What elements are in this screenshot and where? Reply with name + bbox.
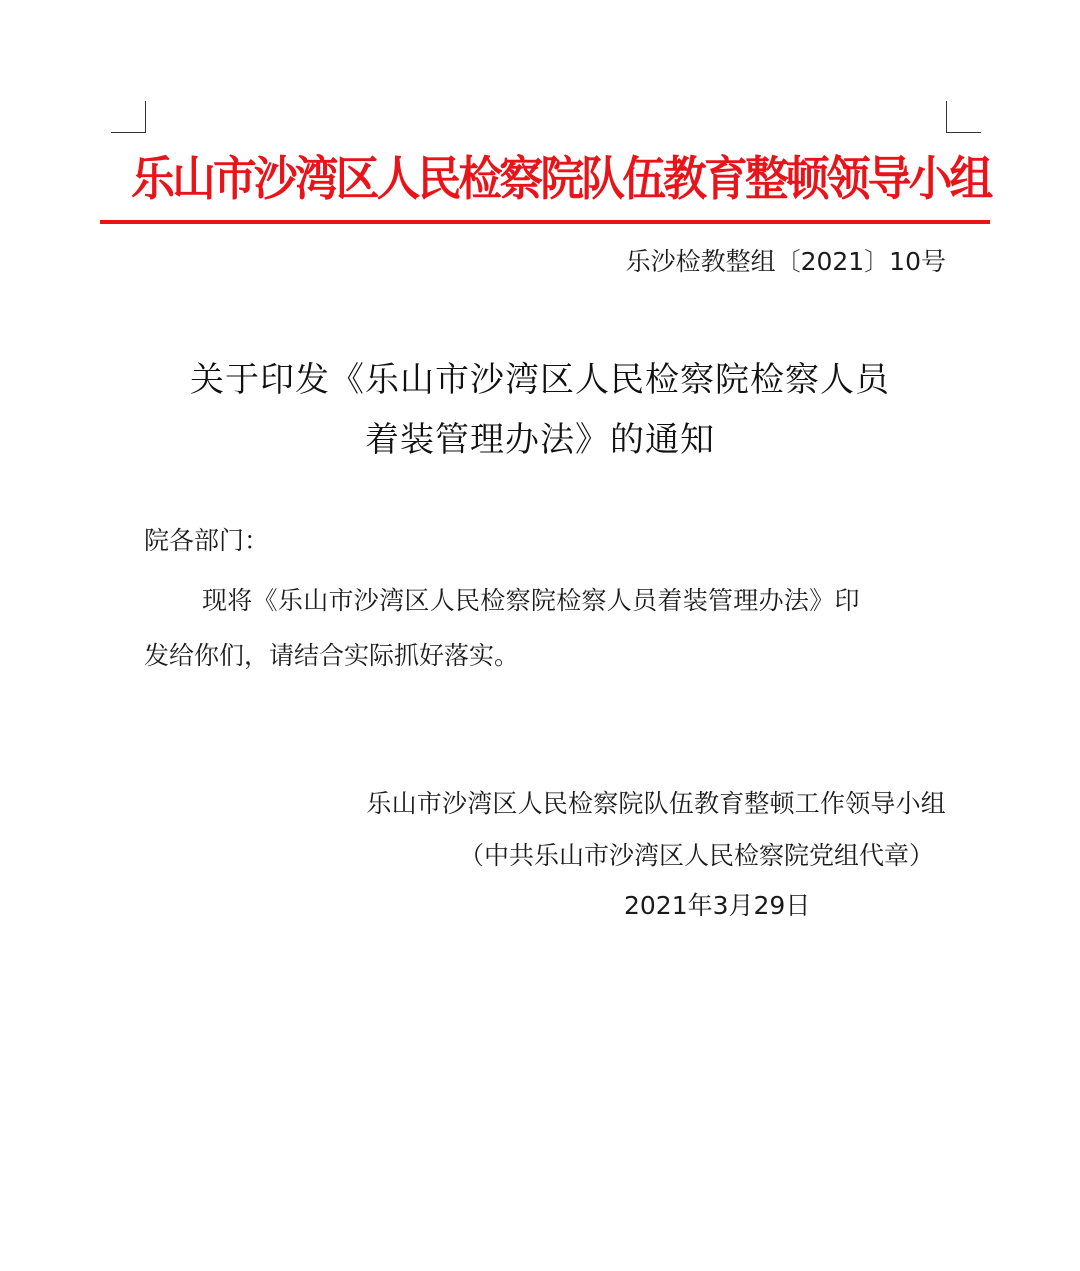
body-line-2: 发给你们，请结合实际抓好落实。 xyxy=(144,641,520,670)
document-title-line-2: 着装管理办法》的通知 xyxy=(365,420,715,460)
signature-date: 2021年3月29日 xyxy=(624,891,811,920)
salutation: 院各部门： xyxy=(144,526,270,555)
crop-mark-top-right xyxy=(946,101,981,133)
signature-seal-note: （中共乐山市沙湾区人民检察院党组代章） xyxy=(458,841,934,870)
red-separator-line xyxy=(100,220,990,224)
body-line-1: 现将《乐山市沙湾区人民检察院检察人员着装管理办法》印 xyxy=(202,586,860,615)
document-title xyxy=(90,350,990,470)
red-header-organization: 乐山市沙湾区人民检察院队伍教育整顿领导小组 xyxy=(131,152,991,207)
signature-organization: 乐山市沙湾区人民检察院队伍教育整顿工作领导小组 xyxy=(366,789,946,818)
crop-mark-top-left xyxy=(111,101,146,133)
document-title-line-1: 关于印发《乐山市沙湾区人民检察院检察人员 xyxy=(190,360,890,400)
body-paragraph xyxy=(144,573,946,683)
document-number: 乐沙检教整组〔2021〕10号 xyxy=(625,247,946,276)
